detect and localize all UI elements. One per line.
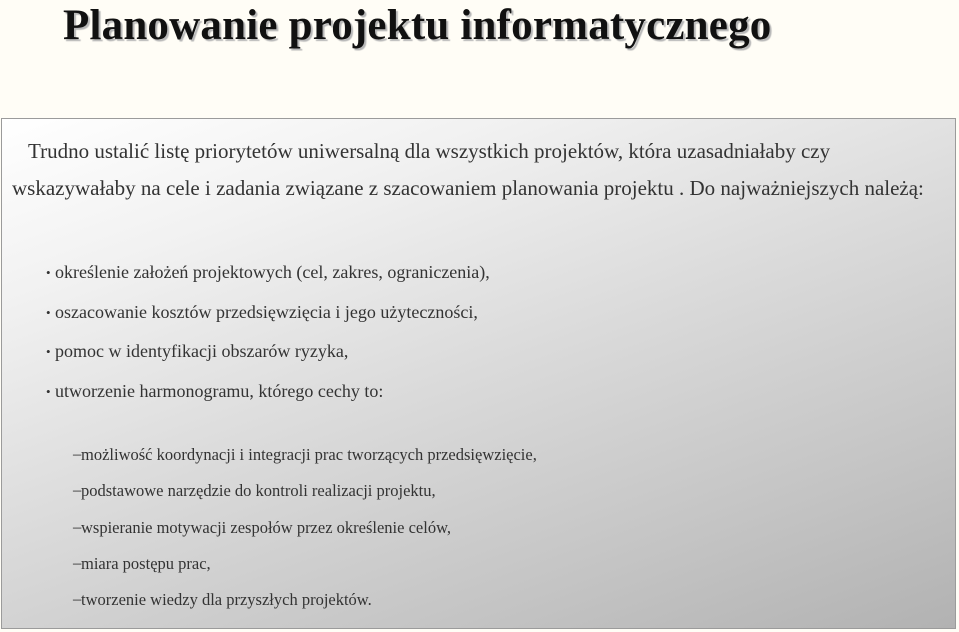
content-box — [1, 118, 956, 629]
dash-icon: – — [73, 444, 82, 463]
sub-list-item — [73, 516, 537, 538]
list-item-text: określenie założeń projektowych (cel, zakres, ograniczenia), — [55, 262, 490, 282]
bullet-icon: • — [46, 304, 51, 320]
dash-icon: – — [73, 516, 82, 536]
list-item — [48, 381, 490, 401]
dash-icon: – — [73, 552, 82, 572]
dash-icon: – — [73, 480, 82, 500]
bullet-icon: • — [46, 344, 51, 359]
sub-list-item-text: tworzenie wiedzy dla przyszłych projektów. — [81, 590, 372, 610]
slide-title: Planowanie projektu informatycznego — [63, 2, 772, 49]
sub-list-item-text: możliwość koordynacji i integracji prac tworzących przedsięwzięcie, — [81, 445, 537, 464]
list-item-text: oszacowanie kosztów przedsięwzięcia i jego użyteczności, — [55, 301, 478, 322]
sub-list-item — [73, 552, 537, 574]
sub-list-item — [73, 480, 537, 501]
sub-list-item-text: miara postępu prac, — [81, 553, 211, 573]
bullet-list — [48, 262, 490, 420]
dash-icon: – — [73, 589, 82, 609]
list-item — [48, 302, 490, 322]
list-item-text: pomoc w identyfikacji obszarów ryzyka, — [55, 341, 349, 361]
sub-list-item — [73, 444, 537, 465]
sub-list-item-text: wspieranie motywacji zespołów przez określenie celów, — [81, 517, 452, 537]
bullet-icon: • — [46, 265, 51, 280]
list-item-text: utworzenie harmonogramu, którego cechy to: — [55, 380, 384, 401]
list-item — [48, 341, 490, 361]
sub-bullet-list — [73, 444, 537, 626]
intro-paragraph: Trudno ustalić listę priorytetów uniwersalną dla wszystkich projektów, która uzasadniałaby czy wskazywałaby na cele i zadania związane z szacowaniem planowania projektu . Do najważniejszych należą: — [12, 139, 924, 200]
sub-list-item-text: podstawowe narzędzie do kontroli realizacji projektu, — [81, 481, 436, 501]
sub-list-item — [73, 589, 537, 610]
bullet-icon: • — [46, 383, 51, 399]
list-item — [48, 262, 490, 282]
